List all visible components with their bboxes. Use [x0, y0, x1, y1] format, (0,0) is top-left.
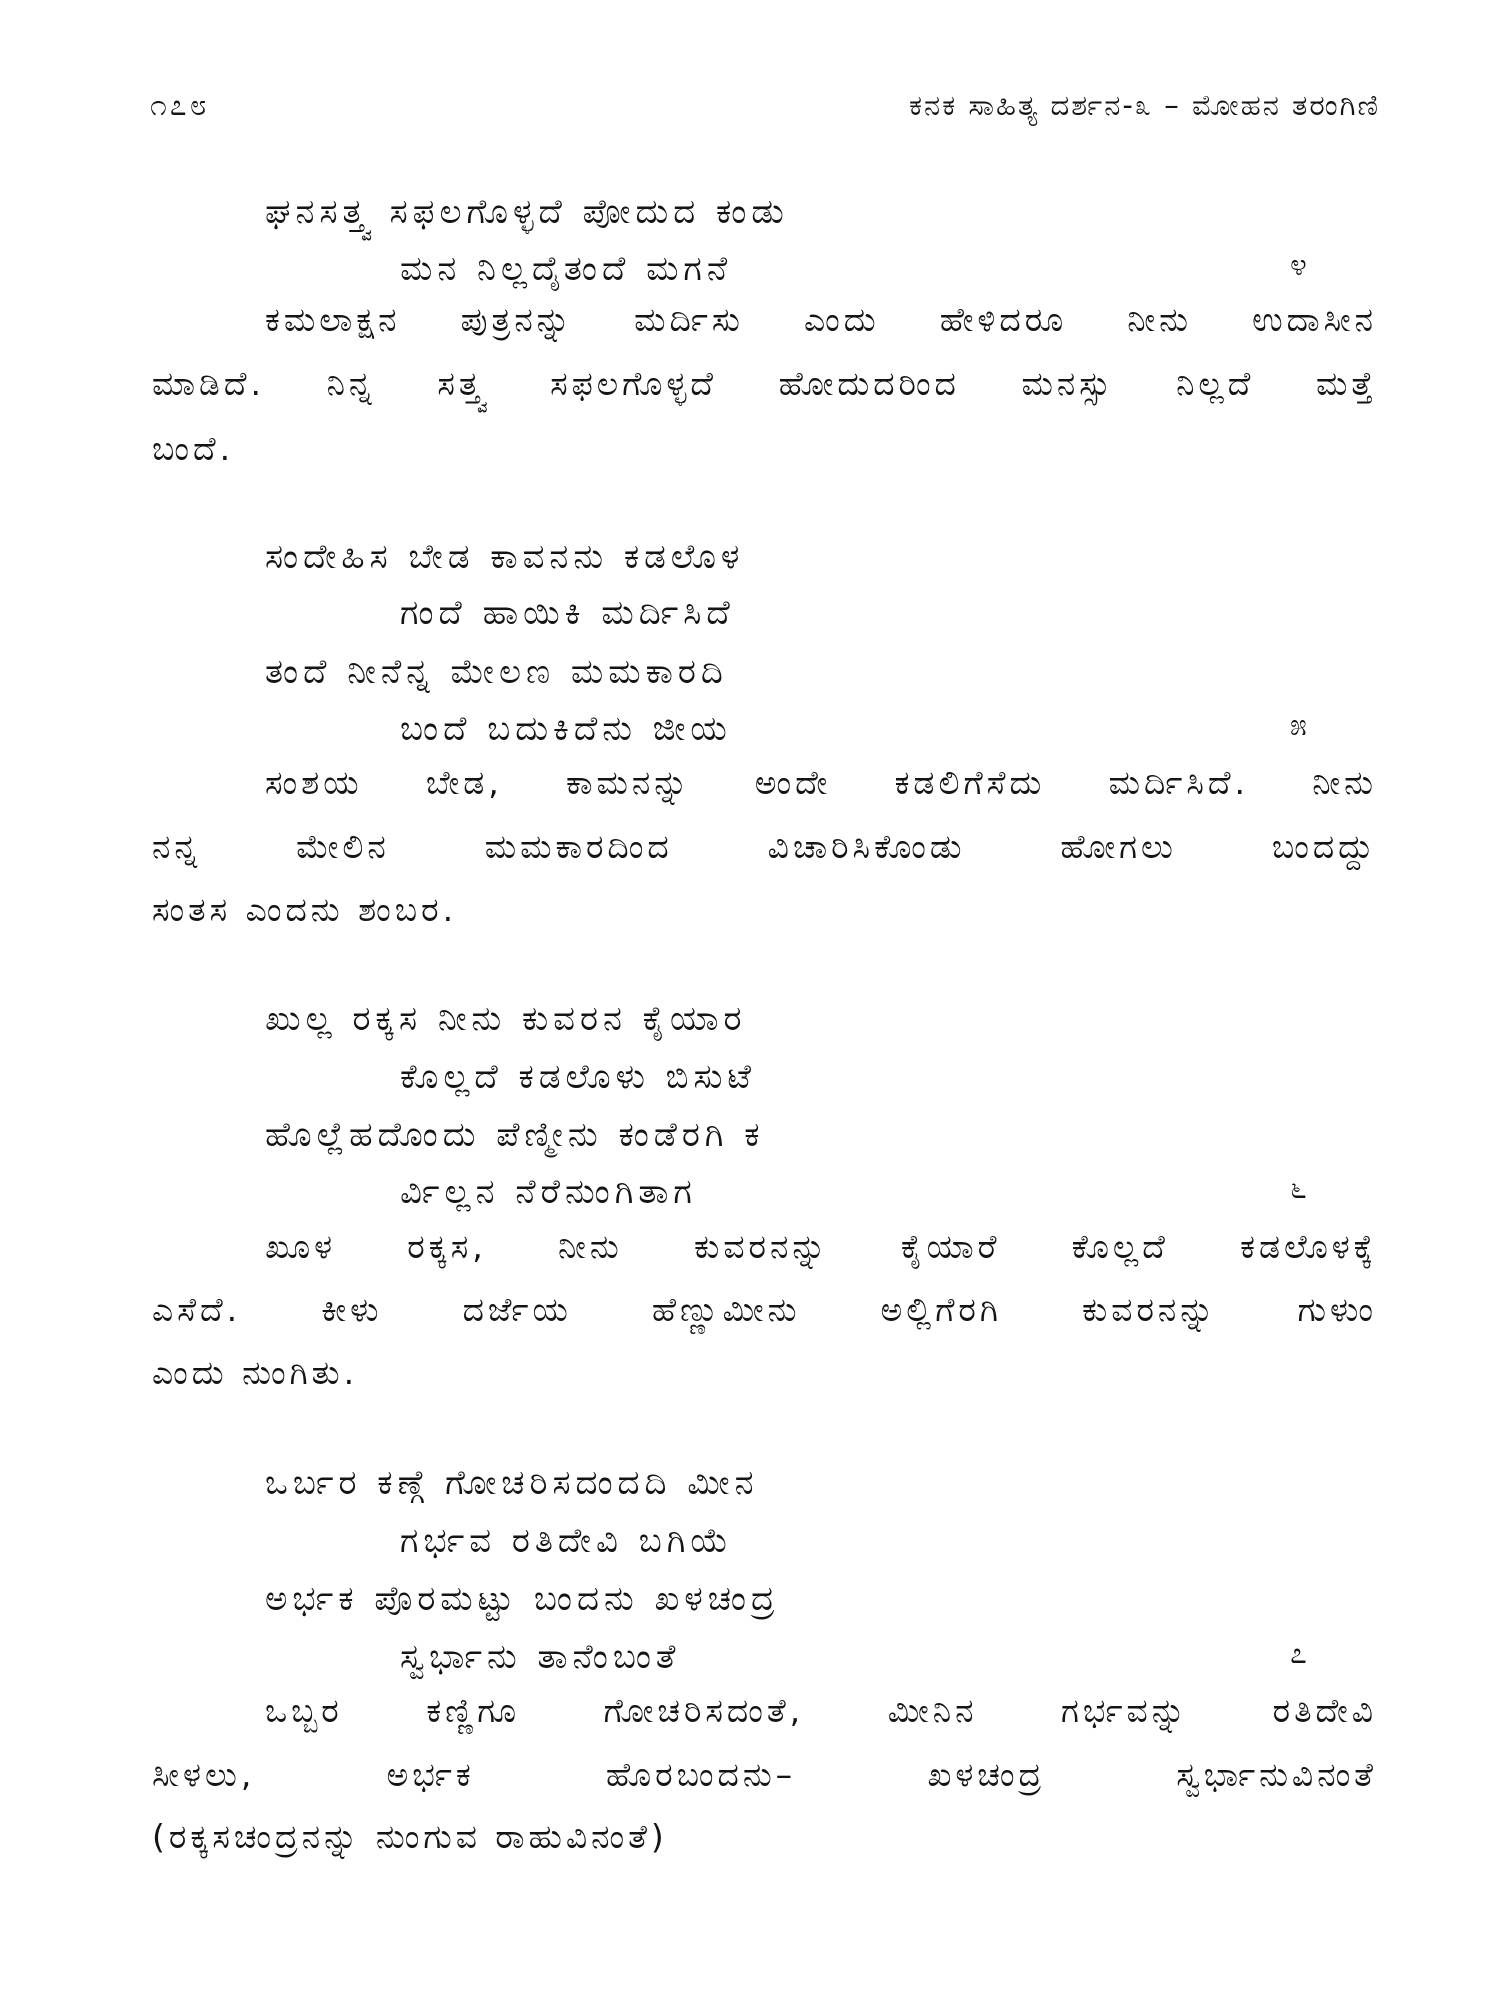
- prose-line: ಮಾಡಿದೆ. ನಿನ್ನ ಸತ್ತ್ವ ಸಫಲಗೊಳ್ಳದೆ ಹೋದುದರಿಂದ ಮನಸ್ಸು ನಿಲ್ಲದೆ ಮತ್ತೆ: [152, 364, 1377, 403]
- prose-line: ಸಂತಸ ಎಂದನು ಶಂಬರ.: [152, 890, 458, 929]
- prose-line: ನನ್ನ ಮೇಲಿನ ಮಮಕಾರದಿಂದ ವಿಚಾರಿಸಿಕೊಂಡು ಹೋಗಲು ಬಂದದ್ದು: [152, 827, 1377, 866]
- verse-line: ರ್ವಿಲ್ಲನ ನೆರೆನುಂಗಿತಾಗ: [400, 1172, 697, 1212]
- verse-line: ಮನ ನಿಲ್ಲದೈತಂದೆ ಮಗನೆ: [400, 249, 733, 289]
- verse-number: ೫: [1290, 708, 1307, 743]
- prose-line: ಬಂದೆ.: [152, 429, 235, 468]
- running-title: ಕನಕ ಸಾಹಿತ್ಯ ದರ್ಶನ-೩ – ಮೋಹನ ತರಂಗಿಣಿ: [908, 88, 1380, 122]
- verse-line: ಸ್ವರ್ಭಾನು ತಾನೆಂಬಂತೆ: [400, 1637, 681, 1677]
- prose-line: ಖೂಳ ರಕ್ಕಸ, ನೀನು ಕುವರನನ್ನು ಕೈಯಾರೆ ಕೊಲ್ಲದೆ ಕಡಲೊಳಕ್ಕೆ: [265, 1227, 1377, 1266]
- verse-line: ತಂದೆ ನೀನೆನ್ನ ಮೇಲಣ ಮಮಕಾರದಿ: [265, 652, 728, 692]
- prose-line: ಎಂದು ನುಂಗಿತು.: [152, 1353, 359, 1392]
- verse-number: ೬: [1290, 1171, 1307, 1206]
- verse-line: ಹೊಲ್ಲೆಹದೊಂದು ಪೆಣ್ಮೀನು ಕಂಡೆರಗಿ ಕ: [265, 1115, 765, 1155]
- prose-line: ಒಬ್ಬರ ಕಣ್ಣಿಗೂ ಗೋಚರಿಸದಂತೆ, ಮೀನಿನ ಗರ್ಭವನ್ನು ರತಿದೇವಿ: [265, 1691, 1377, 1730]
- prose-line: ಸಂಶಯ ಬೇಡ, ಕಾಮನನ್ನು ಅಂದೇ ಕಡಲಿಗೆಸೆದು ಮರ್ದಿಸಿದೆ. ನೀನು: [265, 763, 1377, 802]
- prose-line: ಸೀಳಲು, ಅರ್ಭಕ ಹೊರಬಂದನು– ಖಳಚಂದ್ರ ಸ್ವರ್ಭಾನುವಿನಂತೆ: [152, 1755, 1377, 1794]
- verse-line: ಅರ್ಭಕ ಪೊರಮಟ್ಟು ಬಂದನು ಖಳಚಂದ್ರ: [265, 1579, 780, 1619]
- verse-line: ಗರ್ಭವ ರತಿದೇವಿ ಬಗಿಯೆ: [400, 1521, 734, 1561]
- verse-line: ಸಂದೇಹಿಸ ಬೇಡ ಕಾವನನು ಕಡಲೊಳ: [265, 537, 745, 577]
- verse-line: ಗಂದೆ ಹಾಯಿಕಿ ಮರ್ದಿಸಿದೆ: [400, 593, 735, 633]
- verse-number: ೭: [1290, 1636, 1307, 1671]
- prose-line: ಎಸೆದೆ. ಕೀಳು ದರ್ಜೆಯ ಹೆಣ್ಣುಮೀನು ಅಲ್ಲಿಗೆರಗಿ ಕುವರನನ್ನು ಗುಳುಂ: [152, 1290, 1377, 1329]
- verse-line: ಒರ್ಬರ ಕಣ್ಗೆ ಗೋಚರಿಸದಂದದಿ ಮೀನ: [265, 1463, 759, 1503]
- prose-line: ಕಮಲಾಕ್ಷನ ಪುತ್ರನನ್ನು ಮರ್ದಿಸು ಎಂದು ಹೇಳಿದರೂ ನೀನು ಉದಾಸೀನ: [265, 300, 1377, 339]
- prose-line: (ರಕ್ಕಸಚಂದ್ರನನ್ನು ನುಂಗುವ ರಾಹುವಿನಂತೆ): [152, 1817, 668, 1856]
- verse-line: ಬಂದೆ ಬದುಕಿದೆನು ಜೀಯ: [400, 709, 732, 749]
- page-number: ೧೭೮: [150, 88, 210, 123]
- verse-line: ಖುಲ್ಲ ರಕ್ಕಸ ನೀನು ಕುವರನ ಕೈಯಾರ: [265, 999, 747, 1039]
- page-header: [150, 88, 1380, 138]
- verse-line: ಘನಸತ್ತ್ವ ಸಫಲಗೊಳ್ಳದೆ ಪೋದುದ ಕಂಡು: [265, 192, 789, 232]
- verse-number: ೪: [1290, 248, 1307, 283]
- verse-line: ಕೊಲ್ಲದೆ ಕಡಲೊಳು ಬಿಸುಟೆ: [400, 1057, 757, 1097]
